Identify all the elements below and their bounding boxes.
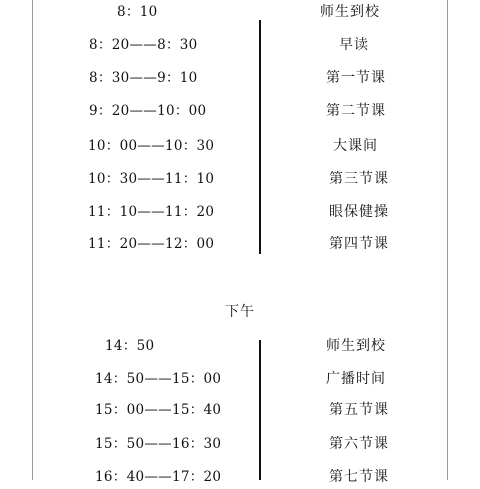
activity-label: 眼保健操 bbox=[329, 204, 389, 220]
time-slot: 11：10——11：20 bbox=[88, 204, 215, 220]
schedule-row bbox=[0, 367, 480, 391]
activity-label: 大课间 bbox=[333, 138, 378, 154]
activity-label: 第六节课 bbox=[329, 436, 389, 452]
time-slot: 11：20——12：00 bbox=[88, 236, 215, 252]
afternoon-section-header: 下午 bbox=[225, 304, 255, 320]
time-slot: 16：40——17：20 bbox=[95, 469, 222, 485]
schedule-row bbox=[0, 232, 480, 256]
time-slot: 9：20——10：00 bbox=[89, 103, 207, 119]
schedule-row bbox=[0, 33, 480, 57]
schedule-row bbox=[0, 334, 480, 358]
time-slot: 8：20——8：30 bbox=[89, 37, 198, 53]
activity-label: 第四节课 bbox=[329, 236, 389, 252]
schedule-row bbox=[0, 398, 480, 422]
activity-label: 第三节课 bbox=[329, 171, 389, 187]
activity-label: 第五节课 bbox=[329, 402, 389, 418]
time-slot: 14：50——15：00 bbox=[95, 371, 222, 387]
activity-label: 广播时间 bbox=[326, 371, 386, 387]
schedule-row bbox=[0, 99, 480, 123]
time-slot: 8：30——9：10 bbox=[89, 70, 198, 86]
activity-label: 第二节课 bbox=[326, 103, 386, 119]
schedule-row bbox=[0, 134, 480, 158]
activity-label: 师生到校 bbox=[320, 4, 380, 20]
time-slot: 8：10 bbox=[117, 4, 158, 20]
schedule-row bbox=[0, 465, 480, 489]
activity-label: 师生到校 bbox=[326, 338, 386, 354]
schedule-row bbox=[0, 432, 480, 456]
schedule-row bbox=[0, 200, 480, 224]
time-slot: 14：50 bbox=[105, 338, 155, 354]
time-slot: 10：30——11：10 bbox=[88, 171, 215, 187]
activity-label: 早读 bbox=[339, 37, 369, 53]
schedule-row bbox=[0, 0, 480, 24]
schedule-row bbox=[0, 167, 480, 191]
schedule-row bbox=[0, 66, 480, 90]
activity-label: 第七节课 bbox=[329, 469, 389, 485]
time-slot: 15：00——15：40 bbox=[95, 402, 222, 418]
activity-label: 第一节课 bbox=[326, 70, 386, 86]
time-slot: 15：50——16：30 bbox=[95, 436, 222, 452]
time-slot: 10：00——10：30 bbox=[88, 138, 215, 154]
